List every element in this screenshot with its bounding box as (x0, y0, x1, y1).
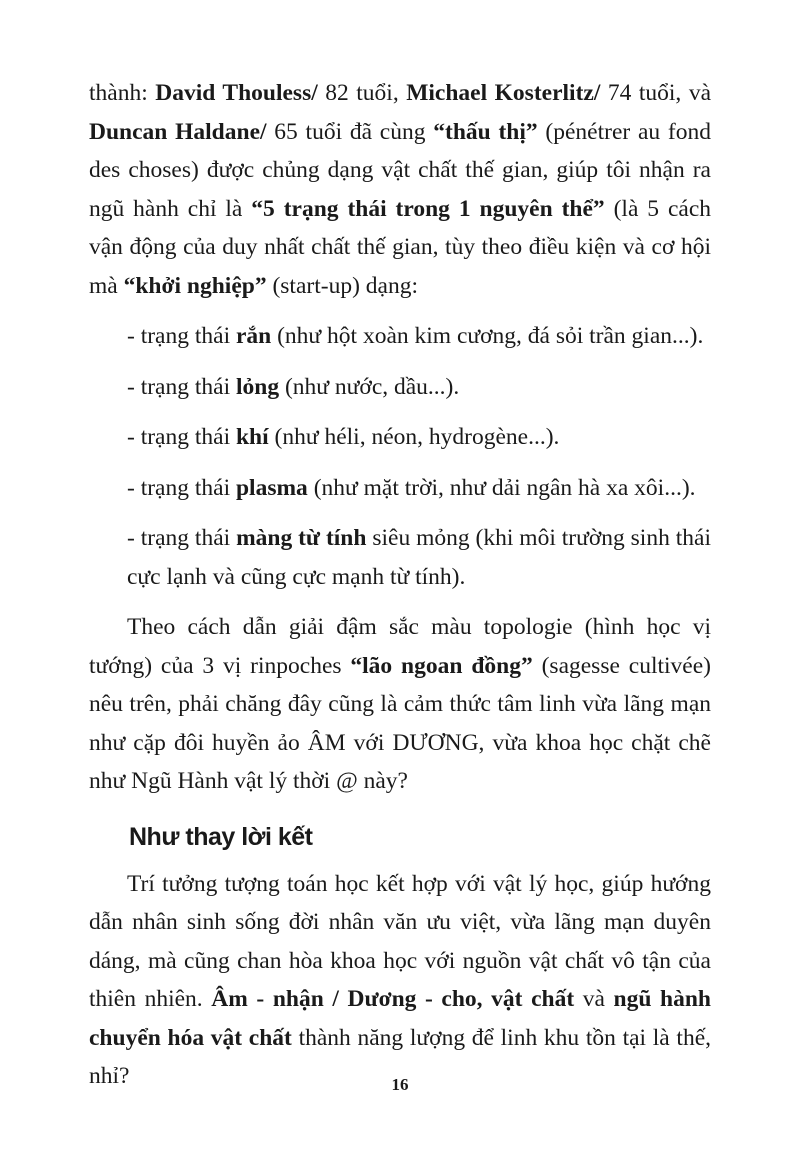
list-item: - trạng thái lỏng (như nước, dầu...). (127, 373, 460, 400)
list-item: - trạng thái khí (như héli, néon, hydrogène...). (127, 424, 560, 450)
name-thouless: David Thouless/ (155, 80, 318, 106)
term-lao-ngoan-dong: “lão ngoan đồng” (350, 652, 533, 679)
term-khoi-nghiep: “khởi nghiệp” (123, 272, 267, 299)
name-haldane: Duncan Haldane/ (89, 118, 267, 145)
list-item: - trạng thái plasma (như mặt trời, như dải ngân hà xa xôi...). (127, 474, 696, 501)
page-number: 16 (391, 1075, 409, 1094)
paragraph-conclusion: Trí tưởng tượng toán học kết hợp với vật lý học, giúp hướng dẫn nhân sinh sống đời nhân văn ưu việt, vừa lãng mạn duyên dáng, mà cũng chan hòa khoa học với nguồn vật chất vô tận của thiên nhiên. Âm - nhận / Dương - cho, vật chất và ngũ hành chuyển hóa vật chất thành năng lượng để linh khu tồn tại là thế, nhỉ? (89, 870, 711, 1089)
term-ngu-hanh: ngũ hành chuyển hóa vật chất (89, 986, 711, 1051)
list-item: - trạng thái màng từ tính siêu mỏng (khi môi trường sinh thái cực lạnh và cũng cực mạnh từ tính). (127, 525, 711, 590)
list-item: - trạng thái rắn (như hột xoàn kim cương, đá sỏi trần gian...). (127, 323, 704, 349)
name-kosterlitz: Michael Kosterlitz/ (406, 80, 601, 106)
term-am-duong: Âm - nhận / Dương - cho, vật chất (211, 986, 575, 1012)
paragraph-laureates: thành: David Thouless/ 82 tuổi, Michael Kosterlitz/ 74 tuổi, và Duncan Haldane/ 65 tuổi đã cùng “thấu thị” (pénétrer au fond des choses) được chủng dạng vật chất thế gian, giúp tôi nhận ra ngũ hành chỉ là “5 trạng thái trong 1 nguyên thể” (là 5 cách vận động của duy nhất chất thế gian, tùy theo điều kiện và cơ hội mà “khởi nghiệp” (start-up) dạng: (89, 80, 712, 299)
term-5-trang-thai: “5 trạng thái trong 1 nguyên thể” (251, 195, 605, 222)
paragraph-topologie: Theo cách dẫn giải đậm sắc màu topologie (hình học vị tướng) của 3 vị rinpoches “lão ngoan đồng” (sagesse cultivée) nêu trên, phải chăng đây cũng là cảm thức tâm linh vừa lãng mạn như cặp đôi huyền ảo ÂM với DƯƠNG, vừa khoa học chặt chẽ như Ngũ Hành vật lý thời @ này? (89, 614, 711, 794)
states-list (89, 317, 711, 596)
term-thau-thi: “thấu thị” (433, 118, 538, 145)
page-body (89, 74, 711, 1096)
section-heading: Như thay lời kết (129, 822, 313, 851)
